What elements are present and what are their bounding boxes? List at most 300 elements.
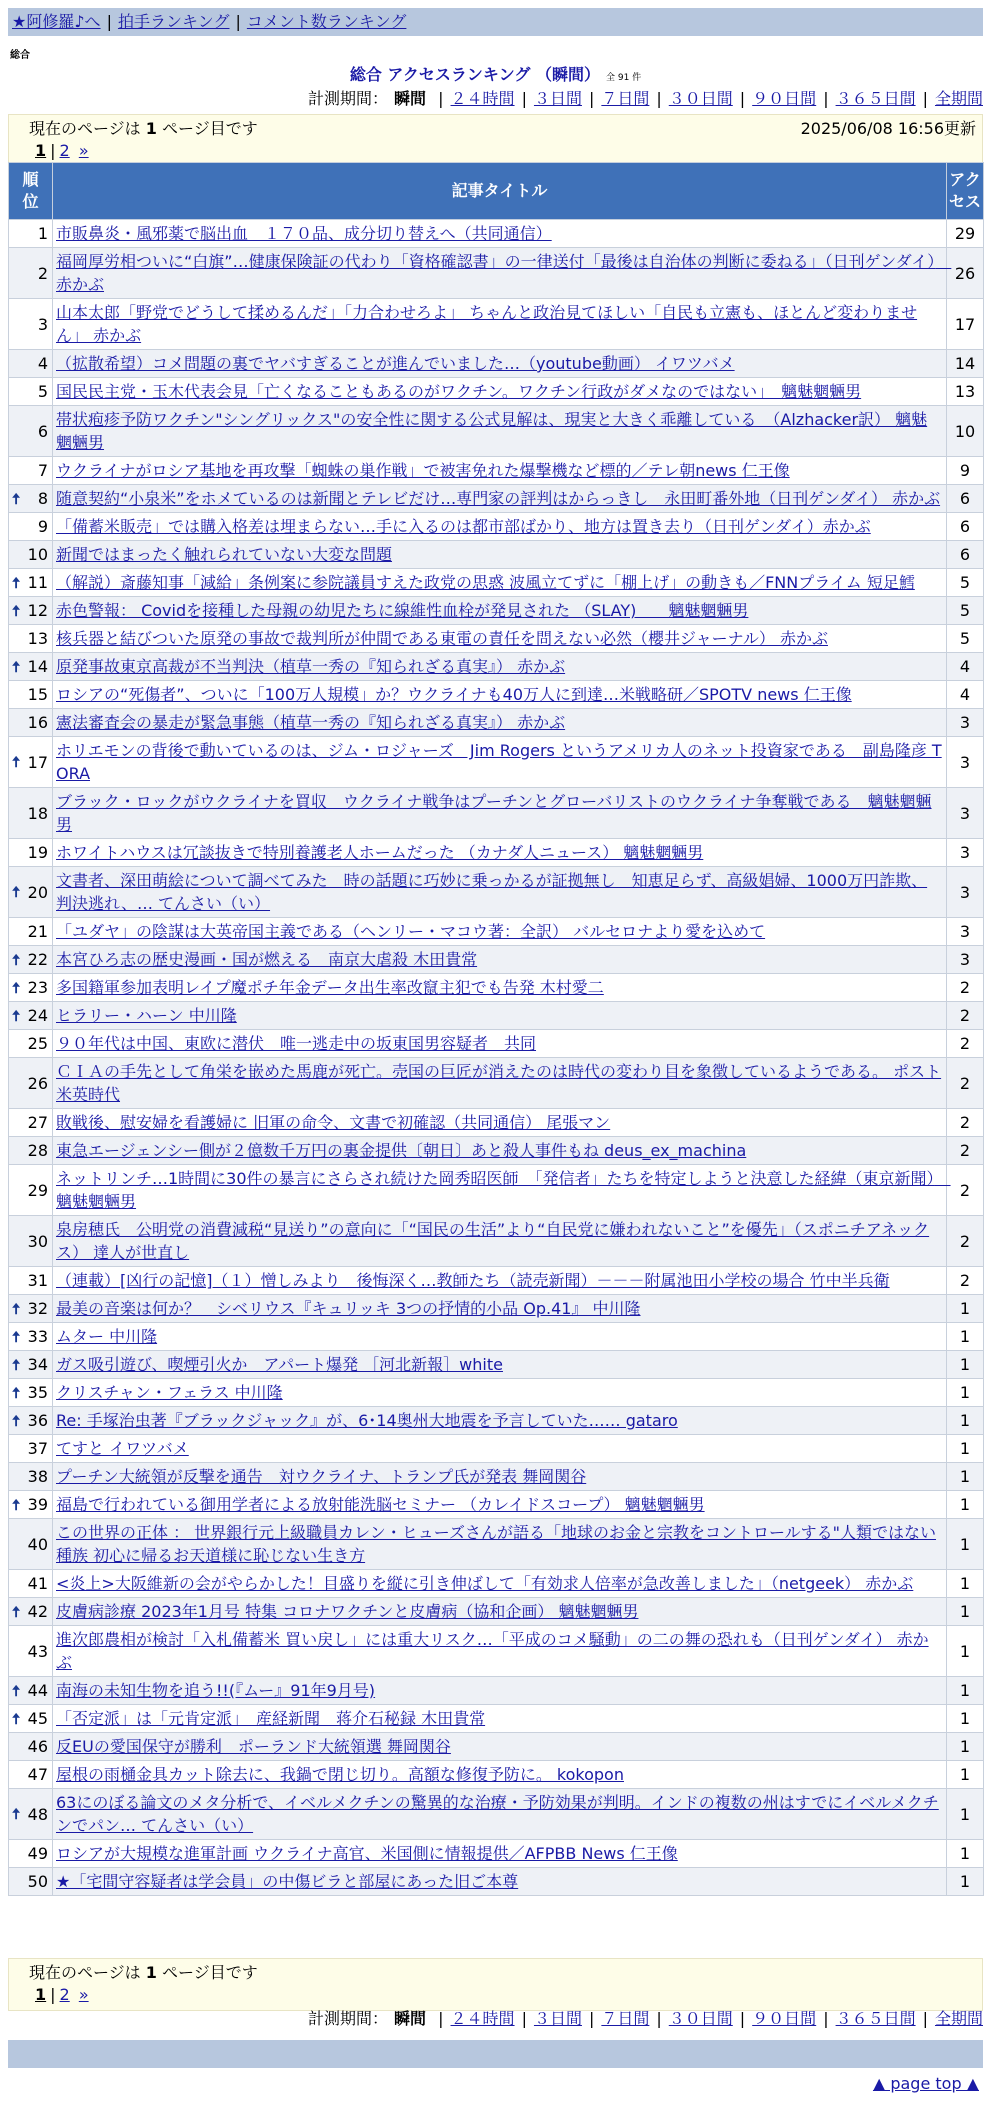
article-title-link[interactable]: ＣＩＡの手先として角栄を嵌めた馬鹿が死亡。売国の巨匠が消えたのは時代の変わり目を象徴しているようである。 ポスト米英時代 (56, 1062, 942, 1104)
article-title-link[interactable]: 文書者、深田萌絵について調べてみた 時の話題に巧妙に乗っかるが証拠無し 知恵足らず、高級娼婦、1000万円詐欺、判決逃れ、… てんさい（い） (56, 871, 928, 913)
access-count: 1 (947, 1491, 984, 1519)
rank-cell (9, 1030, 53, 1058)
table-row (9, 485, 984, 513)
rank-cell (9, 1435, 53, 1463)
rank-cell (9, 541, 53, 569)
page-1-current: 1 (35, 141, 47, 160)
rank-cell (9, 569, 53, 597)
table-row (9, 918, 984, 946)
table-row (9, 299, 984, 350)
rank-number: 30 (27, 1231, 48, 1251)
rank-number: 49 (27, 1844, 48, 1863)
rank-up-arrow-icon: 🠅 (12, 753, 21, 771)
rank-cell (9, 946, 53, 974)
total-count: 全 91 件 (606, 73, 642, 83)
rank-cell (9, 1519, 53, 1570)
rank-cell (9, 1733, 53, 1761)
rank-up-arrow-icon: 🠅 (12, 883, 21, 901)
table-row (9, 974, 984, 1002)
article-title-link[interactable]: 進次郎農相が検討「入札備蓄米 買い戻し」には重大リスク…「平成のコメ騒動」の二の舞の恐れも（日刊ゲンダイ） 赤かぶ (56, 1630, 929, 1672)
article-title-link[interactable]: 南海の未知生物を追う!!(『ムー』91年9月号) (56, 1681, 376, 1700)
access-count: 4 (947, 653, 984, 681)
title-cell (53, 541, 947, 569)
title-cell (53, 653, 947, 681)
title-cell (53, 1840, 947, 1868)
title-cell (53, 1351, 947, 1379)
page-top-link[interactable]: ▲ page top ▲ (872, 2074, 979, 2093)
period-separator: | (823, 89, 829, 108)
rank-up-arrow-icon: 🠅 (12, 657, 21, 676)
period-link[interactable]: ３日間 (533, 2009, 582, 2028)
article-title-link[interactable]: 山本太郎「野党でどうして揉めるんだ」「力合わせろよ」 ちゃんと政治見てほしい「自民も立憲も、ほとんど変わりません」 赤かぶ (56, 303, 918, 345)
access-count: 1 (947, 1733, 984, 1761)
title-cell (53, 1570, 947, 1598)
next-page-link[interactable]: » (78, 1985, 89, 2004)
article-title-link[interactable]: 東急エージェンシー側が２億数千万円の裏金提供〔朝日〕あと殺人事件もね deus_ex_machina (56, 1141, 747, 1160)
rank-up-arrow-icon: 🠅 (12, 1006, 21, 1025)
rank-number: 17 (27, 752, 48, 772)
period-link[interactable]: ３６５日間 (835, 2009, 916, 2028)
article-title-link[interactable]: （解説）斎藤知事「減給」条例案に参院議員すえた政党の思惑 波風立てずに「棚上げ」の動きも／FNNプライム 短足鱈 (56, 573, 915, 592)
title-cell (53, 569, 947, 597)
period-current: 瞬間 (394, 89, 427, 108)
rank-up-arrow-icon: 🠅 (12, 489, 21, 508)
rank-cell (9, 1705, 53, 1733)
rank-number: 42 (27, 1602, 48, 1621)
table-row (9, 788, 984, 839)
article-title-link[interactable]: ウクライナがロシア基地を再攻撃「蜘蛛の巣作戦」で被害免れた爆撃機など標的／テレ朝news 仁王像 (56, 461, 790, 480)
article-title-link[interactable]: 屋根の雨樋金具カット除去に、我鍋で閉じ切り。高額な修復予防に。 kokopon (56, 1765, 624, 1784)
title-cell (53, 1519, 947, 1570)
access-count: 4 (947, 681, 984, 709)
rank-number: 39 (27, 1495, 48, 1514)
article-title-link[interactable]: 本宮ひろ志の歴史漫画・国が燃える 南京大虐殺 木田貴常 (56, 950, 478, 969)
clap-ranking-link[interactable]: 拍手ランキング (117, 12, 230, 31)
period-separator: | (438, 2009, 444, 2028)
table-row (9, 1463, 984, 1491)
rank-up-arrow-icon: 🠅 (12, 1383, 21, 1402)
top-nav-bar (8, 8, 983, 36)
table-row (9, 1002, 984, 1030)
article-title-link[interactable]: 皮膚病診療 2023年1月号 特集 コロナワクチンと皮膚病（協和企画） 魑魅魍魎男 (56, 1602, 639, 1621)
table-row (9, 406, 984, 457)
rank-cell (9, 1491, 53, 1519)
article-title-link[interactable]: ヒラリー・ハーン 中川隆 (56, 1006, 237, 1025)
rank-number: 14 (27, 657, 48, 676)
access-count: 1 (947, 1705, 984, 1733)
access-count: 1 (947, 1840, 984, 1868)
rank-cell (9, 248, 53, 299)
rank-header: 順位 (9, 163, 53, 220)
rank-number: 36 (27, 1411, 48, 1430)
period-link[interactable]: ７日間 (601, 2009, 650, 2028)
access-count: 1 (947, 1295, 984, 1323)
rank-cell (9, 681, 53, 709)
rank-number: 48 (27, 1804, 48, 1824)
access-count: 2 (947, 1109, 984, 1137)
title-cell (53, 1137, 947, 1165)
article-title-link[interactable]: 福島で行われている御用学者による放射能洗脳セミナー （カレイドスコープ） 魑魅魍魎男 (56, 1495, 705, 1514)
rank-number: 11 (27, 573, 48, 592)
title-cell (53, 974, 947, 1002)
access-count: 1 (947, 1351, 984, 1379)
table-row (9, 1351, 984, 1379)
rank-number: 12 (27, 601, 48, 620)
access-count: 2 (947, 1267, 984, 1295)
rank-cell (9, 350, 53, 378)
current-page-text: 現在のページは 1 ページ目です (29, 1963, 258, 1982)
table-row (9, 1165, 984, 1216)
rank-cell (9, 1626, 53, 1677)
title-cell (53, 406, 947, 457)
table-row (9, 1677, 984, 1705)
rank-number: 34 (27, 1355, 48, 1374)
article-title-link[interactable]: 「ユダヤ」の陰謀は大英帝国主義である（ヘンリー・マコウ著：全訳） バルセロナより愛を込めて (56, 922, 766, 941)
period-link[interactable]: 全期間 (934, 89, 983, 108)
rank-number: 21 (27, 922, 48, 941)
title-cell (53, 299, 947, 350)
rank-cell (9, 737, 53, 788)
rank-number: 38 (27, 1467, 48, 1486)
table-row (9, 1570, 984, 1598)
pager-top (8, 114, 983, 167)
access-count: 2 (947, 1137, 984, 1165)
rank-number: 22 (27, 950, 48, 969)
access-count: 9 (947, 457, 984, 485)
rank-number: 45 (27, 1709, 48, 1728)
rank-number: 40 (27, 1534, 48, 1554)
article-title-link[interactable]: ホリエモンの背後で動いているのは、ジム・ロジャーズ Jim Rogers というアメリカ人のネット投資家である 副島隆彦 TORA (56, 741, 942, 783)
ranking-rows (9, 220, 984, 1896)
rank-number: 33 (27, 1327, 48, 1346)
article-title-link[interactable]: Re: 手塚治虫著『ブラックジャック』が、6･14奥州大地震を予言していた…… gataro (56, 1411, 678, 1430)
rank-cell (9, 1267, 53, 1295)
period-label: 計測期間： (308, 89, 389, 108)
table-row (9, 1598, 984, 1626)
rank-up-arrow-icon: 🠅 (12, 978, 21, 997)
period-link[interactable]: ３０日間 (668, 89, 733, 108)
article-title-link[interactable]: 憲法審査会の暴走が緊急事態（植草一秀の『知られざる真実』） 赤かぶ (56, 713, 566, 732)
article-title-link[interactable]: 敗戦後、慰安婦を看護婦に 旧軍の命令、文書で初確認（共同通信） 尾張マン (56, 1113, 611, 1132)
rank-up-arrow-icon: 🠅 (12, 1495, 21, 1514)
table-row (9, 1216, 984, 1267)
period-separator: | (521, 89, 527, 108)
rank-number: 27 (27, 1113, 48, 1132)
page-2-link[interactable]: 2 (59, 1985, 70, 2004)
article-title-link[interactable]: 随意契約“小泉米”をホメているのは新聞とテレビだけ…専門家の評判はからっきし 永田町番外地（日刊ゲンダイ） 赤かぶ (56, 489, 941, 508)
title-cell (53, 513, 947, 541)
rank-cell (9, 653, 53, 681)
table-row (9, 541, 984, 569)
article-title-link[interactable]: ９０年代は中国、東欧に潜伏 唯一逃走中の坂東国男容疑者 共同 (56, 1034, 537, 1053)
table-row (9, 1407, 984, 1435)
period-separator: | (739, 89, 746, 108)
article-title-link[interactable]: 反EUの愛国保守が勝利 ポーランド大統領選 舞岡関谷 (56, 1737, 451, 1756)
title-cell (53, 1868, 947, 1896)
table-row (9, 946, 984, 974)
article-title-link[interactable]: 新聞ではまったく触れられていない大変な問題 (56, 545, 393, 564)
article-title-link[interactable]: 原発事故東京高裁が不当判決（植草一秀の『知られざる真実』） 赤かぶ (56, 657, 566, 676)
access-count: 1 (947, 1435, 984, 1463)
rank-number: 20 (27, 882, 48, 902)
rank-number: 1 (37, 224, 48, 243)
period-separator: | (823, 2009, 829, 2028)
article-title-link[interactable]: 最美の音楽は何か？ シベリウス『キュリッキ 3つの抒情的小品 Op.41』 中川隆 (56, 1299, 641, 1318)
period-link[interactable]: 全期間 (934, 2009, 983, 2028)
article-title-link[interactable]: プーチン大統領が反撃を通告 対ウクライナ、トランプ氏が発表 舞岡関谷 (56, 1467, 587, 1486)
access-count: 2 (947, 1165, 984, 1216)
access-count: 3 (947, 839, 984, 867)
rank-cell (9, 1351, 53, 1379)
access-count: 6 (947, 485, 984, 513)
rank-up-arrow-icon: 🠅 (12, 950, 21, 969)
rank-number: 50 (27, 1872, 48, 1891)
article-title-link[interactable]: ネットリンチ…1時間に30件の暴言にさらされ続けた岡秀昭医師 「発信者」たちを特定しようと決意した経緯（東京新聞） 魑魅魍魎男 (56, 1169, 951, 1211)
access-count: 1 (947, 1519, 984, 1570)
rank-cell (9, 974, 53, 1002)
rank-number: 47 (27, 1765, 48, 1784)
article-title-link[interactable]: 「否定派」は「元肯定派」 産経新聞 蒋介石秘録 木田貴常 (56, 1709, 486, 1728)
rank-up-arrow-icon: 🠅 (12, 1299, 21, 1318)
access-header: アクセス (947, 163, 984, 220)
article-title-link[interactable]: ロシアの“死傷者”、ついに「100万人規模」か？ウクライナも40万人に到達…米戦略研／SPOTV news 仁王像 (56, 685, 852, 704)
title-cell (53, 1435, 947, 1463)
access-count: 2 (947, 1002, 984, 1030)
rank-number: 32 (27, 1299, 48, 1318)
table-row (9, 1519, 984, 1570)
table-row (9, 625, 984, 653)
table-row (9, 1491, 984, 1519)
table-row (9, 839, 984, 867)
article-title-link[interactable]: ロシアが大規模な進軍計画 ウクライナ高官、米国側に情報提供／AFPBB News 仁王像 (56, 1844, 678, 1863)
article-title-link[interactable]: 核兵器と結びついた原発の事故で裁判所が仲間である東電の責任を問えない必然（櫻井ジャーナル） 赤かぶ (56, 629, 828, 648)
table-row (9, 653, 984, 681)
rank-number: 24 (27, 1006, 48, 1025)
rank-number: 6 (37, 421, 48, 441)
access-count: 1 (947, 1626, 984, 1677)
access-count: 1 (947, 1598, 984, 1626)
rank-cell (9, 1570, 53, 1598)
access-count: 3 (947, 737, 984, 788)
table-row (9, 867, 984, 918)
rank-cell (9, 457, 53, 485)
article-title-link[interactable]: 泉房穂氏 公明党の消費減税“見送り”の意向に「“国民の生活”より“自民党に嫌われないこと”を優先」（スポニチアネックス） 達人が世直し (56, 1220, 930, 1262)
table-row (9, 220, 984, 248)
rank-number: 9 (37, 517, 48, 536)
title-cell (53, 681, 947, 709)
article-title-link[interactable]: ガス吸引遊び、喫煙引火か アパート爆発 ［河北新報］white (56, 1355, 503, 1374)
period-links (431, 89, 983, 108)
pagination: 1 | 2 » (35, 141, 89, 160)
article-title-link[interactable]: 福岡厚労相ついに“白旗”…健康保険証の代わり「資格確認書」の一律送付「最後は自治体の判断に委ねる」（日刊ゲンダイ） 赤かぶ (56, 252, 952, 294)
page-title-text: 総合 アクセスランキング （瞬間） (349, 65, 600, 84)
title-cell (53, 457, 947, 485)
access-count: 2 (947, 1030, 984, 1058)
access-count: 10 (947, 406, 984, 457)
title-cell (53, 709, 947, 737)
title-cell (53, 350, 947, 378)
article-title-link[interactable]: （拡散希望）コメ問題の裏でヤバすぎることが進んでいました…（youtube動画） イワツバメ (56, 354, 735, 373)
access-count: 1 (947, 1868, 984, 1896)
comment-ranking-link[interactable]: コメント数ランキング (246, 12, 407, 31)
rank-cell (9, 1463, 53, 1491)
title-cell (53, 1463, 947, 1491)
table-row (9, 1267, 984, 1295)
rank-cell (9, 220, 53, 248)
home-link[interactable]: ★阿修羅♪へ (12, 12, 101, 31)
table-row (9, 1295, 984, 1323)
rank-number: 26 (27, 1073, 48, 1093)
page-title (0, 62, 991, 85)
updated-timestamp: 2025/06/08 16:56更新 (800, 119, 976, 138)
article-title-link[interactable]: 赤色警報： Covidを接種した母親の幼児たちに線維性血栓が発見された （SLAY) 魑魅魍魎男 (56, 601, 749, 620)
title-cell (53, 867, 947, 918)
period-link[interactable]: ９０日間 (752, 89, 817, 108)
page-2-link[interactable]: 2 (59, 141, 70, 160)
title-cell (53, 788, 947, 839)
rank-cell (9, 1677, 53, 1705)
access-count: 1 (947, 1570, 984, 1598)
rank-number: 35 (27, 1383, 48, 1402)
rank-cell (9, 1840, 53, 1868)
ranking-table (8, 162, 984, 1896)
access-count: 3 (947, 867, 984, 918)
period-separator: | (922, 2009, 928, 2028)
period-link[interactable]: ３０日間 (668, 2009, 733, 2028)
article-title-link[interactable]: 市販鼻炎・風邪薬で脳出血 １７０品、成分切り替えへ（共同通信） (56, 224, 552, 243)
access-count: 6 (947, 541, 984, 569)
rank-number: 44 (27, 1681, 48, 1700)
period-label: 計測期間： (308, 2009, 389, 2028)
article-title-link[interactable]: ★「宅間守容疑者は学会員」の中傷ビラと部屋にあった旧ご本尊 (56, 1872, 519, 1891)
access-count: 26 (947, 248, 984, 299)
rank-up-arrow-icon: 🠅 (12, 1805, 21, 1823)
title-cell (53, 1267, 947, 1295)
title-cell (53, 1626, 947, 1677)
rank-number: 18 (27, 803, 48, 823)
rank-up-arrow-icon: 🠅 (12, 1709, 21, 1728)
table-row (9, 1323, 984, 1351)
access-count: 3 (947, 788, 984, 839)
period-link[interactable]: ３日間 (533, 89, 582, 108)
period-separator: | (588, 2009, 595, 2028)
rank-up-arrow-icon: 🠅 (12, 1602, 21, 1621)
access-count: 1 (947, 1323, 984, 1351)
table-row (9, 1058, 984, 1109)
rank-cell (9, 867, 53, 918)
article-title-link[interactable]: この世界の正体 ： 世界銀行元上級職員カレン・ヒューズさんが語る「地球のお金と宗教をコントロールする"人類ではない種族 初心に帰るお天道様に恥じない生き方 (56, 1523, 937, 1565)
access-count: 5 (947, 569, 984, 597)
rank-cell (9, 839, 53, 867)
period-separator: | (656, 2009, 662, 2028)
article-title-link[interactable]: てすと イワツバメ (56, 1439, 189, 1458)
rank-number: 41 (27, 1574, 48, 1593)
nav-separator: | (106, 12, 112, 31)
rank-number: 4 (37, 354, 48, 373)
rank-cell (9, 513, 53, 541)
table-row (9, 1705, 984, 1733)
period-link[interactable]: ９０日間 (752, 2009, 817, 2028)
rank-cell (9, 1002, 53, 1030)
period-link[interactable]: ２４時間 (450, 89, 515, 108)
article-title-link[interactable]: （連載）[凶行の記憶]（１）憎しみより 後悔深く…教師たち（読売新聞）－－－附属池田小学校の場合 竹中半兵衛 (56, 1271, 890, 1290)
period-separator: | (588, 89, 595, 108)
rank-number: 16 (27, 713, 48, 732)
table-row (9, 457, 984, 485)
access-count: 13 (947, 378, 984, 406)
title-cell (53, 220, 947, 248)
rank-cell (9, 1379, 53, 1407)
rank-number: 7 (37, 461, 48, 480)
rank-number: 8 (37, 489, 48, 508)
article-title-link[interactable]: ホワイトハウスは冗談抜きで特別養護老人ホームだった （カナダ人ニュース） 魑魅魍魎男 (56, 843, 704, 862)
rank-cell (9, 299, 53, 350)
next-page-link[interactable]: » (78, 141, 89, 160)
table-row (9, 1761, 984, 1789)
article-title-link[interactable]: ムター 中川隆 (56, 1327, 158, 1346)
rank-number: 19 (27, 843, 48, 862)
rank-cell (9, 1789, 53, 1840)
period-link[interactable]: ７日間 (601, 89, 650, 108)
pagination: 1 | 2 » (35, 1985, 89, 2004)
period-separator: | (438, 89, 444, 108)
pager-bottom (8, 1958, 983, 2011)
rank-cell (9, 1109, 53, 1137)
access-count: 5 (947, 625, 984, 653)
access-count: 29 (947, 220, 984, 248)
period-selector-bottom (308, 2006, 983, 2029)
rank-number: 25 (27, 1034, 48, 1053)
title-cell (53, 1295, 947, 1323)
period-links (431, 2009, 983, 2028)
article-title-link[interactable]: ブラック・ロックがウクライナを買収 ウクライナ戦争はプーチンとグローバリストのウクライナ争奪戦である 魑魅魍魎男 (56, 792, 932, 834)
article-title-link[interactable]: <炎上>大阪維新の会がやらかした！目盛りを縦に引き伸ばして「有効求人倍率が急改善しました」（netgeek） 赤かぶ (56, 1574, 914, 1593)
article-title-link[interactable]: 多国籍軍参加表明レイプ魔ポチ年金データ出生率改竄主犯でも告発 木村愛二 (56, 978, 604, 997)
rank-up-arrow-icon: 🠅 (12, 1411, 21, 1430)
title-cell (53, 378, 947, 406)
rank-cell (9, 918, 53, 946)
rank-number: 43 (27, 1641, 48, 1661)
rank-number: 46 (27, 1737, 48, 1756)
table-row (9, 378, 984, 406)
rank-up-arrow-icon: 🠅 (12, 573, 21, 592)
title-cell (53, 1030, 947, 1058)
rank-number: 31 (27, 1271, 48, 1290)
rank-cell (9, 485, 53, 513)
article-title-link[interactable]: クリスチャン・フェラス 中川隆 (56, 1383, 283, 1402)
access-count: 1 (947, 1379, 984, 1407)
access-count: 1 (947, 1761, 984, 1789)
rank-cell (9, 788, 53, 839)
title-cell (53, 1598, 947, 1626)
rank-number: 37 (27, 1439, 48, 1458)
article-title-link[interactable]: 「備蓄米販売」では購入格差は埋まらない…手に入るのは都市部ばかり、地方は置き去り（日刊ゲンダイ）赤かぶ (56, 517, 871, 536)
rank-number: 23 (27, 978, 48, 997)
period-separator: | (739, 2009, 746, 2028)
table-row (9, 1626, 984, 1677)
access-count: 5 (947, 597, 984, 625)
article-title-link[interactable]: 国民民主党・玉木代表会見「亡くなることもあるのがワクチン。ワクチン行政がダメなのではない」 魑魅魍魎男 (56, 382, 862, 401)
table-row (9, 569, 984, 597)
period-link[interactable]: ３６５日間 (835, 89, 916, 108)
title-cell (53, 839, 947, 867)
article-title-link[interactable]: 63にのぼる論文のメタ分析で、イベルメクチンの驚異的な治療・予防効果が判明。インドの複数の州はすでにイベルメクチンでパン… てんさい（い） (56, 1793, 939, 1835)
article-title-link[interactable]: 帯状疱疹予防ワクチン"シングリックス"の安全性に関する公式見解は、現実と大きく乖離している （Alzhacker訳） 魑魅魍魎男 (56, 410, 928, 452)
period-link[interactable]: ２４時間 (450, 2009, 515, 2028)
title-cell (53, 1789, 947, 1840)
current-page-text: 現在のページは 1 ページ目です (29, 119, 258, 138)
rank-cell (9, 1295, 53, 1323)
